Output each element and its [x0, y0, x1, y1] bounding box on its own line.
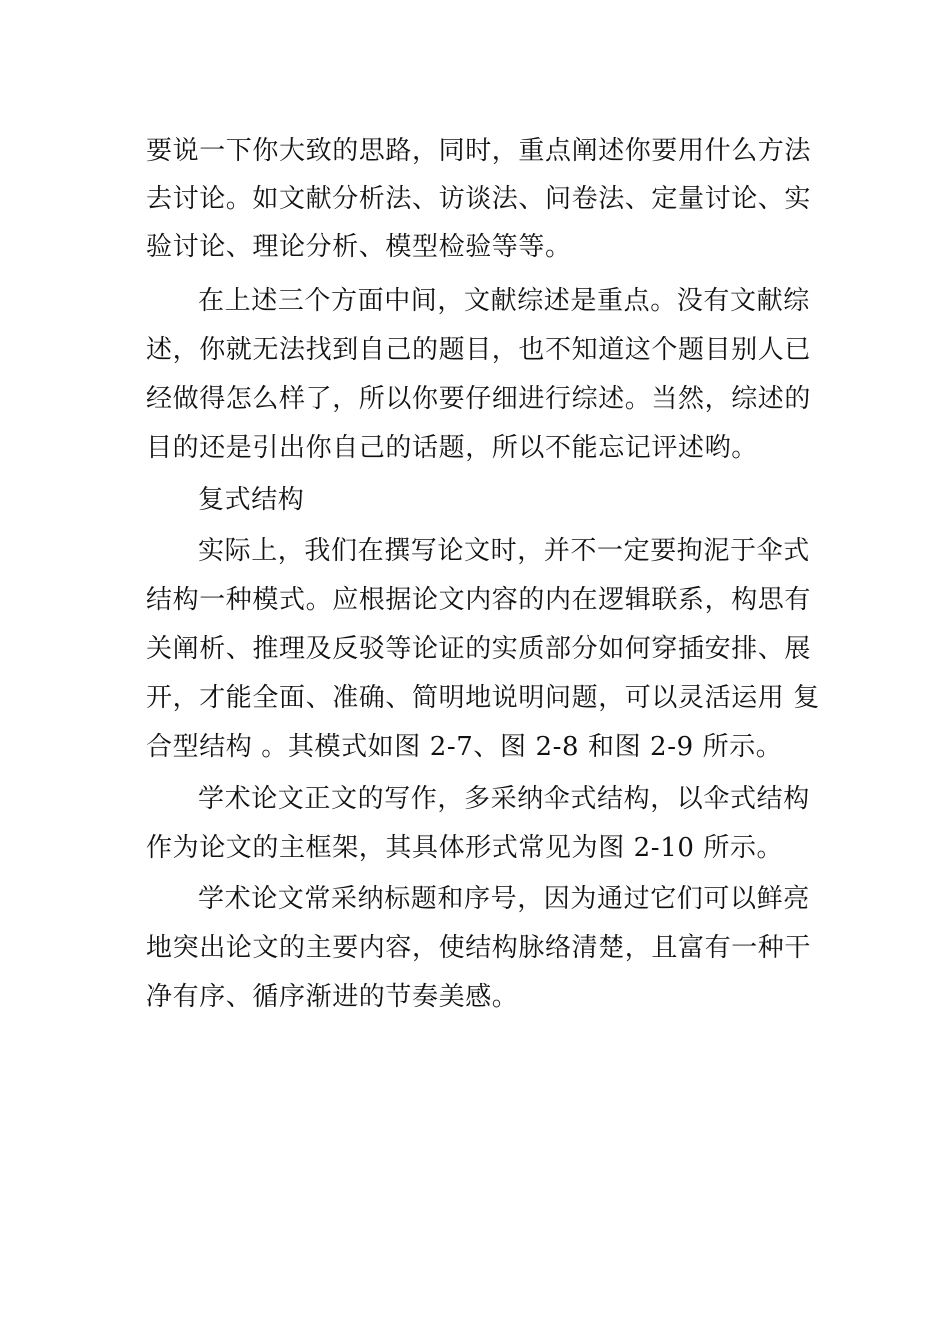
- paragraph-line: 开，才能全面、准确、简明地说明问题，可以灵活运用 复: [146, 683, 820, 713]
- paragraph-line: 地突出论文的主要内容，使结构脉络清楚，且富有一种干: [146, 933, 812, 963]
- paragraph-line: 要说一下你大致的思路，同时，重点阐述你要用什么方法: [146, 136, 812, 166]
- paragraph-line: 在上述三个方面中间，文献综述是重点。没有文献综: [198, 286, 810, 316]
- paragraph-line: 学术论文常采纳标题和序号，因为通过它们可以鲜亮: [198, 884, 810, 914]
- paragraph-line: 述，你就无法找到自己的题目，也不知道这个题目别人已: [146, 335, 812, 365]
- paragraph-line: 关阐析、推理及反驳等论证的实质部分如何穿插安排、展: [146, 634, 812, 664]
- section-heading: 复式结构: [198, 485, 305, 515]
- paragraph-line: 去讨论。如文献分析法、访谈法、问卷法、定量讨论、实: [146, 184, 812, 214]
- paragraph-line: 目的还是引出你自己的话题，所以不能忘记评述哟。: [146, 433, 758, 463]
- paragraph-line: 作为论文的主框架，其具体形式常见为图 2-10 所示。: [146, 833, 784, 863]
- paragraph-line: 结构一种模式。应根据论文内容的内在逻辑联系，构思有: [146, 585, 812, 615]
- paragraph-line: 实际上，我们在撰写论文时，并不一定要拘泥于伞式: [198, 536, 810, 566]
- paragraph-line: 验讨论、理论分析、模型检验等等。: [146, 232, 572, 262]
- paragraph-line: 合型结构 。其模式如图 2-7、图 2-8 和图 2-9 所示。: [146, 732, 783, 762]
- paragraph-line: 经做得怎么样了，所以你要仔细进行综述。当然，综述的: [146, 384, 812, 414]
- paragraph-line: 学术论文正文的写作，多采纳伞式结构，以伞式结构: [198, 784, 810, 814]
- paragraph-line: 净有序、循序渐进的节奏美感。: [146, 982, 519, 1012]
